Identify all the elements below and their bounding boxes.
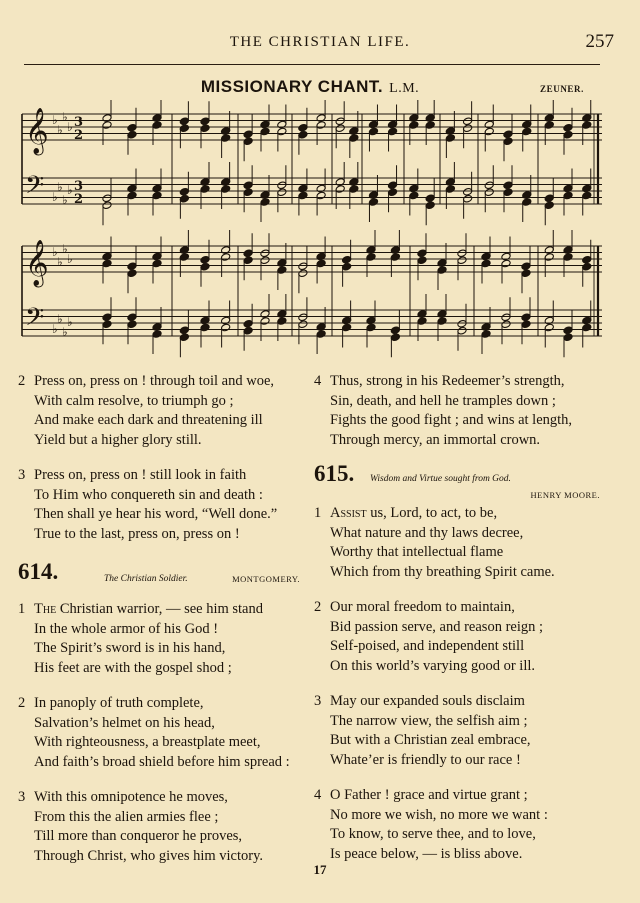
flat-sign-icon: ♭ (67, 183, 73, 197)
stanza-number: 3 (18, 467, 26, 483)
stanza-number: 1 (18, 601, 26, 617)
verse-line: And faith’s broad shield before him spread : (34, 753, 290, 770)
flat-sign-icon: ♭ (62, 193, 68, 207)
stanza (18, 600, 304, 678)
page-number: 257 (585, 31, 614, 52)
stanza (314, 372, 604, 450)
tune-name: MISSIONARY CHANT. (200, 77, 384, 96)
verse-line: Yield but a higher glory still. (34, 431, 202, 448)
hymn-subject: Wisdom and Virtue sought from God. (370, 474, 511, 484)
flat-sign-icon: ♭ (57, 255, 63, 269)
flat-sign-icon: ♭ (67, 315, 73, 329)
verse-line: us, Lord, to act, to be, (366, 505, 498, 521)
verse-line: To Him who conquereth sin and death : (34, 486, 263, 503)
flat-sign-icon: ♭ (52, 322, 58, 336)
verse-line: Is peace below, — is bliss above. (330, 845, 523, 862)
verse-line: Self-poised, and independent still (330, 638, 525, 654)
music-score (0, 100, 640, 362)
verse-line: The narrow view, the selfish aim ; (330, 712, 528, 729)
verse-line: Bid passion serve, and reason reign ; (330, 618, 544, 635)
verse-line: And make each dark and threatening ill (34, 412, 263, 428)
verse-line: Our moral freedom to maintain, (330, 599, 515, 615)
hymn-subject: The Christian Soldier. (104, 574, 188, 584)
verse-line: Press on, press on ! through toil and woe, (34, 373, 275, 389)
verse-line: O Father ! grace and virtue grant ; (330, 787, 528, 803)
verse-line: Christian warrior, — see him stand (56, 601, 263, 617)
verse-line: With righteousness, a breastplate meet, (34, 734, 261, 750)
verse-line: May our expanded souls disclaim (330, 693, 525, 709)
hymn-614-heading (18, 559, 304, 598)
hymn-author: MONTGOMERY. (232, 574, 300, 584)
flat-sign-icon: ♭ (62, 242, 68, 256)
hymn-615-heading (314, 461, 604, 502)
verse-line: Which from thy breathing Spirit came. (330, 563, 555, 580)
signature-mark: 17 (313, 862, 327, 877)
time-sig-bottom: 2 (74, 128, 84, 143)
stanza (314, 504, 604, 582)
verse-line: But with a Christian zeal embrace, (330, 732, 531, 748)
stanza (314, 692, 604, 770)
flat-sign-icon: ♭ (67, 252, 73, 266)
verse-line: True to the last, press on, press on ! (34, 525, 240, 542)
bass-clef-icon: 𝄢 (25, 303, 45, 338)
hymn-author: HENRY MOORE. (530, 490, 600, 500)
left-column (18, 372, 304, 878)
verse-line: With this omnipotence he moves, (34, 789, 228, 805)
verse-line: His feet are with the gospel shod ; (34, 659, 232, 676)
flat-sign-icon: ♭ (57, 180, 63, 194)
hymn-number: 614. (18, 559, 59, 584)
flat-sign-icon: ♭ (52, 245, 58, 259)
stanza (314, 786, 604, 864)
time-sig-bottom: 2 (74, 192, 84, 207)
verse-line: Press on, press on ! still look in faith (34, 467, 247, 483)
flat-sign-icon: ♭ (57, 123, 63, 137)
verse-line: To know, to serve thee, and to love, (330, 826, 536, 842)
stanza (18, 788, 304, 866)
verse-line: On this world’s varying good or ill. (330, 657, 536, 674)
flat-sign-icon: ♭ (52, 190, 58, 204)
first-word: Assist (330, 505, 367, 521)
verse-line: In panoply of truth complete, (34, 695, 204, 711)
treble-clef-icon: 𝄞 (25, 240, 49, 286)
verse-line: Fights the good fight ; and wins at length, (330, 412, 573, 428)
stanza-number: 3 (314, 693, 322, 709)
stanza-number: 1 (314, 505, 322, 521)
first-word: The (34, 601, 57, 617)
stanza-number: 3 (18, 789, 26, 805)
tune-meter: L.M. (389, 81, 420, 96)
tune-composer: ZEUNER. (540, 84, 584, 94)
right-column (314, 372, 604, 876)
flat-sign-icon: ♭ (52, 113, 58, 127)
stanza-number: 4 (314, 373, 322, 389)
stanza-number: 2 (314, 599, 322, 615)
flat-sign-icon: ♭ (67, 120, 73, 134)
stanza-number: 2 (18, 373, 26, 389)
time-sig-top: 3 (74, 179, 84, 194)
running-title: THE CHRISTIAN LIFE. (229, 34, 411, 50)
flat-sign-icon: ♭ (62, 110, 68, 124)
time-sig-top: 3 (74, 115, 84, 130)
verse-line: What nature and thy laws decree, (330, 524, 524, 541)
verse-line: Salvation’s helmet on his head, (34, 714, 215, 731)
verse-line: Till more than conqueror he proves, (34, 828, 243, 844)
flat-sign-icon: ♭ (62, 325, 68, 339)
verse-line: Whate’er is friendly to our race ! (330, 751, 521, 768)
verse-line: Through Christ, who gives him victory. (34, 847, 264, 864)
flat-sign-icon: ♭ (57, 312, 63, 326)
stanza (18, 372, 304, 450)
verse-line: Thus, strong in his Redeemer’s strength, (330, 373, 565, 389)
treble-clef-icon: 𝄞 (25, 108, 49, 154)
bass-clef-icon: 𝄢 (25, 171, 45, 206)
stanza (314, 598, 604, 676)
stanza (18, 694, 304, 772)
stanza (18, 466, 304, 544)
verse-line: In the whole armor of his God ! (34, 620, 219, 637)
stanza-number: 2 (18, 695, 26, 711)
tune-title (0, 77, 620, 97)
verse-line: Sin, death, and hell he tramples down ; (330, 392, 556, 409)
hymn-number: 615. (314, 461, 355, 486)
stanza-number: 4 (314, 787, 322, 803)
verse-line: Worthy that intellectual flame (330, 544, 504, 560)
verse-line: Then shall ye hear his word, “Well done.” (34, 506, 278, 522)
verse-line: The Spirit’s sword is in his hand, (34, 640, 226, 656)
verse-line: No more we wish, no more we want : (330, 806, 548, 823)
verse-line: From this the alien armies flee ; (34, 808, 219, 825)
verse-line: With calm resolve, to triumph go ; (34, 392, 234, 409)
header-rule (24, 64, 600, 65)
verse-line: Through mercy, an immortal crown. (330, 431, 541, 448)
